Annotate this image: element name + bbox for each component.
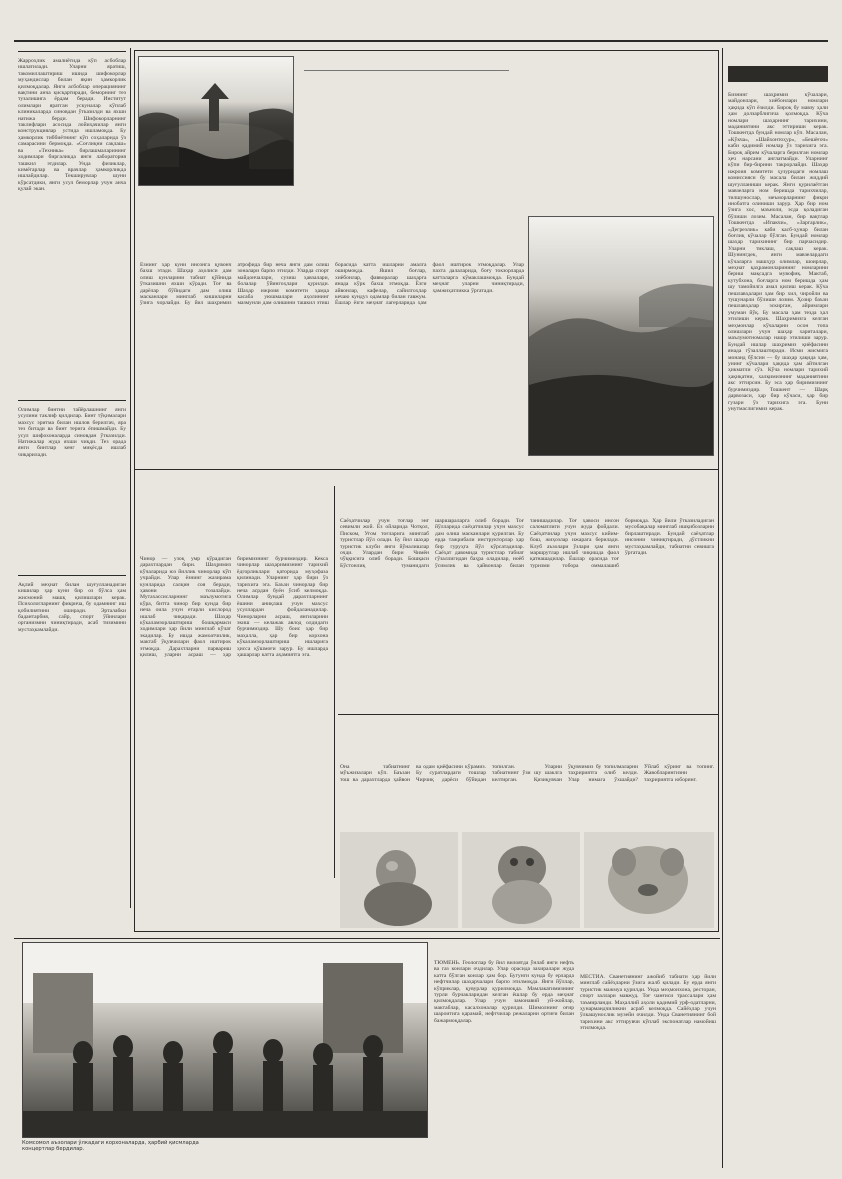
- top-feature-rule: [134, 469, 719, 470]
- masthead: [14, 8, 828, 38]
- landscape-photo-art: [529, 217, 714, 456]
- stone-2-shape: [462, 832, 580, 928]
- right-column: [728, 56, 828, 1166]
- left-column-rule: [130, 48, 131, 908]
- tyumen-block: [434, 956, 574, 1168]
- stone-3-shape: [584, 832, 714, 928]
- poles-rule: [304, 70, 509, 71]
- sunny-days-text: Ёзнинг ҳар куни инсонга қувонч бахш этади. Шаҳар аҳолиси дам олиш кунларини табиат қўйнида ўтказишни яхши кўради. Тоғ ва дарёлар бўйидаги дам олиш масканлари минглаб кишиларни ўзига чорлайди. Бу йил шаҳримиз атрофида бир неча янги дам олиш зоналари барпо этилди. Уларда спорт майдончалари, сузиш ҳавзалари, болалар ўйингоҳлари қурилди. Шаҳар ижроия комитети ҳамда касаба уюшмалари аҳолининг мазмунли дам олишини ташкил этиш борасида катта ишларни амалга оширмоқда. Яшил боғлар, хиёбонлар, фавворалар шаҳарга янада кўрк бахш этмоқда. Ёзги айвонлар, кафелар, сайилгоҳлар кечаю кундуз одамлар билан гавжум. Ёшлар ёзги меҳнат лагерларида ҳам фаол иштирок этмоқдалар. Улар пахта далаларида, боғу токзорларда катталарга кўмаклашмоқда. Бундай меҳнат уларни чиниқтиради, ҳамжиҳатликка ўргатади.: [140, 262, 524, 307]
- name-article-text: Бизнинг шаҳримиз кўчалари, майдонлари, хиёбонлари номлари ҳақида кўп ёзилди. Бироқ бу мавзу ҳали ҳам долзарблигича қолмоқда. Кўча номлари шаҳарнинг тарихини, маданиятини акс эттириши керак. Тошкентда бундай номлар кўп. Масалан, «Кўкча», «Шайхонтоҳур», «Бешёғоч» каби қадимий номлар ўз тарихига эга. Бироқ айрим кўчаларга берилган номлар ҳеч нарсани англатмайди. Уларнинг кўпи бир-бирини такрорлайди. Шаҳар ижроия комитети ҳузуридаги номлаш комиссияси бу масала билан жиддий шуғулланиши керак. Янги қурилаётган мавзеларга ном беришда тарихчилар, тилшунослар, меъморларнинг фикри инобатга олиниши зарур. Ҳар бир ном ўзига хос, маъноли, эсда қоладиган бўлиши лозим. Масалан, бир вақтлар Тошкентда «Ипакчи», «Заргарлик», «Дегрезлик» каби касб-ҳунар билан боғлиқ кўчалар бўлган. Бундай номлар шаҳар тарихининг бир парчасидир. Уларни тиклаш, сақлаш керак. Шунингдек, янги мавзелардаги кўчаларга машҳур олимлар, шоирлар, меҳнат қаҳрамонларининг номларини бериш мақсадга мувофиқ. Мактаб, кутубхона, боғларга ном беришда ҳам шу тамойилга амал қилиш керак. Кўча пешлавҳалари ҳам бир хил, чиройли ва тушунарли бўлиши лозим. Ҳозир баъзи пешлавҳалар эскирган, айримлари умуман йўқ. Бу масала ҳам тезда ҳал этилиши керак. Шаҳримизга келган меҳмонлар кўчаларни осон топа олишлари учун шаҳар хариталари, маълумотномалар нашр этилиши зарур. Бундай ишлар шаҳримиз қиёфасини янада гўзаллаштиради. Исми жисмига монанд бўлсин — бу шаҳар ҳақида ҳам, унинг кўчалари ҳақида ҳам айтилган ҳикматли сўз. Кўча номлари тарихий ҳақиқатни, халқимизнинг маданиятини акс эттирсин. Бу эса ҳар биримизнинг бурчимиздир. Тошкент — Шарқ дарвозаси, ҳар бир кўчаси, ҳар бир гузари ўз тарихига эга. Буни унутмаслигимиз керак.: [728, 92, 828, 412]
- agit-brigade-caption: Комсомол аъзолари ўлкадаги корхоналарда, ҳарбий қисмларда концертлар бердилар.: [22, 1140, 199, 1152]
- bandage-article-text: Олимлар бинтни тайёрлашнинг янги усулини таклиф қилдилар. Бинт тўқималари махсус эритма билан ишлов берилгач, яра тез битади ва бинт терига ёпишмайди. Бу усул шифохоналарда синовдан ўтказилди. Натижалар жуда яхши чиқди. Тез орада янги бинтлар кенг миқёсда ишлаб чиқарилади.: [18, 407, 126, 458]
- georgia-block: [580, 970, 716, 1168]
- mountains-text: Саёҳатчилар учун тоғлар энг севимли жой. Ёз ойларида Чотқол, Писком, Угом тоғларига минглаб туристлар йўл олади. Бу йил шаҳар туристик клуби янги йўналишлар очди. Улардан бири Чимён чўққисига олиб боради. Бошқаси Бўстонлиқ туманидаги шаршараларга олиб боради. Тоғ йўлларида саёҳатчилар учун махсус дам олиш масканлари қурилган. Бу ерда тажрибали инструкторлар ҳар бир гуруҳга йўл кўрсатадилар. Саёҳат давомида туристлар табиат гўзаллигидан баҳра оладилар, ноёб ўсимлик ва ҳайвонлар билан танишадилар. Тоғ ҳавоси инсон саломатлиги учун жуда фойдали. Саёҳатчилар учун махсус кийим-бош, жиҳозлар ижарага берилади. Клуб аъзолари ўзлари ҳам янги маршрутлар ишлаб чиқишда фаол қатнашадилар. Ёшлар орасида тоғ туризми тобора оммалашиб бормоқда. Ҳар йили ўтказиладиган мусобақалар минглаб ишқибозларни бирлаштиради. Бундай саёҳатлар инсонни чиниқтиради, дўстликни мустаҳкамлайди, табиатни севишга ўргатади.: [340, 518, 714, 569]
- doctors-article-text: Жарроҳлик амалиётида кўп асбоблар ишлатилади. Уларни яратиш, такомиллаштириш ишида шифокорлар муҳандислар билан яқин ҳамкорлик қилмоқдалар. Янги асбоблар операциянинг вақтини анча қисқартиради, беморнинг тез тузалишига ёрдам беради. Институт олимлари яратган ускуналар кўплаб клиникаларда синовдан ўтказилди ва яхши натижа берди. Шифокорларнинг таклифлари асосида лойиҳачилар янги конструкциялар устида ишламоқда. Бу ҳамкорлик тиббиётнинг кўп соҳаларида ўз самарасини бермоқда. «Соғлиқни сақлаш» ва «Техника» бирлашмаларининг ходимлари биргаликда янги лаборатория ташкил этдилар. Унда физиклар, кимёгарлар ва врачлар ҳамкорликда ишлайдилар. Текширувлар шуни кўрсатдики, янги усул беморлар учун анча қулай экан.: [18, 58, 126, 193]
- landscape-photo: [528, 216, 714, 456]
- masthead-rule: [14, 40, 828, 42]
- plane-trees-text: Чинор — узоқ умр кўрадиган дарахтлардан бири. Шаҳримиз кўчаларида юз йиллик чинорлар кўп учрайди. Улар ёзнинг жазирама кунларида салқин соя беради, ҳавони тозалайди. Мутахассисларнинг маълумотига кўра, битта чинор бир кунда бир неча оила учун етарли кислород ишлаб чиқаради. Шаҳар кўкаламзорлаштириш бошқармаси ходимлари ҳар йили минглаб кўчат экадилар. Бу ишда жамоатчилик, мактаб ўқувчилари фаол иштирок этмоқда. Дарахтларни парвариш қилиш, уларни асраш — ҳар биримизнинг бурчимиздир. Кекса чинорлар шаҳаримизнинг тарихий ёдгорликлари қаторида муҳофаза қилинади. Уларнинг ҳар бири ўз тарихига эга. Баъзи чинорлар бир неча асрдан буён ўсиб келмоқда. Олимлар бундай дарахтларнинг ёшини аниқлаш учун махсус усуллардан фойдаланадилар. Чинорларни асраш, янгиларини экиш — келажак авлод олдидаги бурчимиздир. Шу боис ҳар бир маҳалла, ҳар бир корхона кўкаламзорлаштириш ишларига ҳисса қўшмоғи зарур. Бу ишларда ҳашарлар катта аҳамиятга эга.: [140, 556, 328, 659]
- nature-photo-art: [139, 57, 294, 186]
- agit-brigade-photo: [22, 942, 428, 1138]
- georgia-text: МЕСТИА. Сванетиянинг ажойиб табиати ҳар йили минглаб сайёҳларни ўзига жалб қилади. Бу ерда янги туристик мажмуа қурилди. Унда меҳмонхона, ресторан, спорт заллари мавжуд. Тоғ чанғиси трассалари ҳам таъмирланди. Маҳаллий аҳоли қадимий урф-одатларни, ҳунармандчиликни асраб келмоқда. Сайёҳлар учун ўлкашунослик музейи очилди. Унда Сванетиянинг бой тарихини акс эттирувчи кўплаб экспонатлар намойиш этилмоқда.: [580, 974, 716, 1032]
- nature-photo: [138, 56, 294, 186]
- stone-photo-3: [584, 832, 714, 928]
- mountains-rule: [338, 714, 718, 715]
- left-column: [18, 48, 126, 848]
- stone-photo-1: [340, 832, 458, 928]
- psychologists-article-text: Ақлий меҳнат билан шуғулланадиган кишилар ҳар куни бир оз бўлса ҳам жисмоний машқ қилишлари керак. Психологларнинг фикрича, бу одамнинг иш қобилиятини оширади. Эрталабки бадантарбия, сайр, спорт ўйинлари организмни чиниқтиради, асаб тизимини мустаҳкамлайди.: [18, 582, 126, 633]
- stone-photo-2: [462, 832, 580, 928]
- tyumen-text: ТЮМЕНЬ. Геологлар бу йил вилоятда ўнлаб янги нефть ва газ конлари очдилар. Улар орасида захиралари жуда катта бўлган конлар ҳам бор. Бугунги кунда бу ерларда нефтчилар шаҳарчалари барпо этилмоқда. Янги йўллар, кўприклар, қувурлар қурилмоқда. Мамлакатимизнинг турли бурчакларидан келган ёшлар бу ерда меҳнат қилмоқдалар. Улар учун замонавий уй-жойлар, мактаблар, касалхоналар қурилди. Шимолнинг оғир шароитига қарамай, нефтчилар режаларни ортиғи билан бажармоқдалар.: [434, 960, 574, 1024]
- kicker-rule: [18, 51, 126, 52]
- plane-trees-rule: [334, 486, 335, 878]
- stone-1-shape: [340, 832, 458, 928]
- left-divider-2: [18, 575, 126, 576]
- bottom-section-rule: [14, 938, 720, 939]
- left-divider-1: [18, 400, 126, 401]
- name-heading-box: [728, 66, 828, 82]
- wonders-text: Она табиатнинг мўъжизалари кўп. Баъзан тош ва дарахтларда ҳайвон ва одам қиёфасини кўрамиз. Бу суратлардаги тошлар Чирчиқ дарёси бўйидан топилган. Уларни табиатнинг ўзи шу шаклга келтирган. Қизиқувчан ўқувчимиз бу топилмаларни таҳририятга олиб келди. Улар нимага ўхшайди? Ўйлаб кўринг ва топинг. Жавобларингизни таҳририятга юборинг.: [340, 764, 714, 783]
- agit-brigade-photo-art: [23, 943, 428, 1138]
- right-column-rule: [722, 48, 723, 1168]
- poles-block: [304, 60, 509, 220]
